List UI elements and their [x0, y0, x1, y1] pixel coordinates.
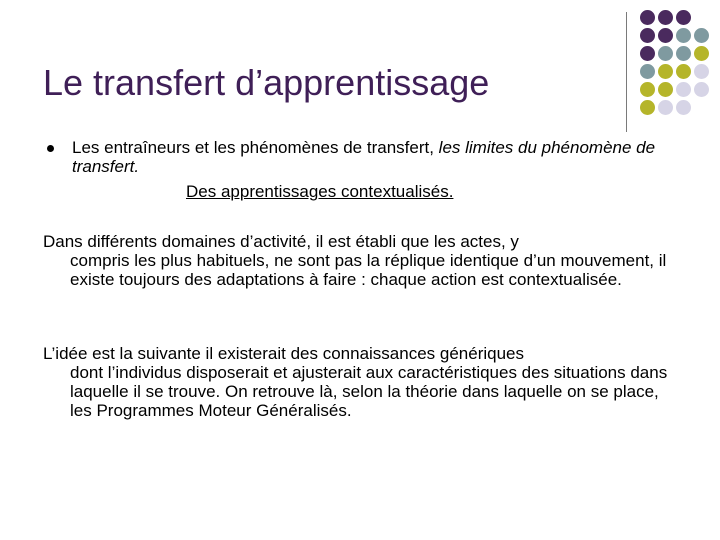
- decorative-dot: [676, 28, 691, 43]
- decorative-dot: [676, 82, 691, 97]
- decorative-dot: [694, 82, 709, 97]
- decorative-dot: [658, 100, 673, 115]
- paragraph-2-rest: dont l’individus disposerait et ajusterait aux caractéristiques des situations dans laquelle il se trouve. On retrouve là, selon la théorie dans laquelle on se place, les Programmes Moteur Généralisés.: [70, 363, 668, 420]
- decorative-dot: [658, 46, 673, 61]
- bullet-text: [72, 138, 692, 176]
- decorative-dot: [694, 28, 709, 43]
- decorative-dot: [676, 64, 691, 79]
- paragraph-1-rest: compris les plus habituels, ne sont pas la réplique identique d’un mouvement, il existe toujours des adaptations à faire : chaque action est contextualisée.: [70, 251, 667, 289]
- decorative-dot: [640, 28, 655, 43]
- decorative-dot: [676, 10, 691, 25]
- slide-title: Le transfert d’apprentissage: [43, 62, 490, 103]
- decorative-dot: [640, 64, 655, 79]
- decorative-dot: [640, 10, 655, 25]
- bullet-icon: [47, 145, 54, 152]
- decorative-dot: [640, 82, 655, 97]
- decorative-dot: [640, 100, 655, 115]
- decorative-dot: [658, 64, 673, 79]
- decorative-dot: [676, 100, 691, 115]
- decorative-dot-grid: [640, 10, 720, 120]
- bullet-text-italic: les limites du phénomène de transfert.: [72, 138, 656, 176]
- paragraph-2-first-line: L’idée est la suivante il existerait des connaissances génériques: [43, 344, 525, 363]
- bullet-text-regular: Les entraîneurs et les phénomènes de transfert,: [72, 138, 439, 157]
- decorative-divider: [626, 12, 627, 132]
- decorative-dot: [658, 28, 673, 43]
- decorative-dot: [658, 10, 673, 25]
- paragraph-2: [43, 344, 683, 420]
- decorative-dot: [676, 46, 691, 61]
- paragraph-1-first-line: Dans différents domaines d’activité, il est établi que les actes, y: [43, 232, 519, 251]
- decorative-dot: [694, 46, 709, 61]
- decorative-dot: [640, 46, 655, 61]
- sub-heading: Des apprentissages contextualisés.: [186, 182, 454, 201]
- decorative-dot: [658, 82, 673, 97]
- decorative-dot: [694, 64, 709, 79]
- paragraph-1: [43, 232, 683, 289]
